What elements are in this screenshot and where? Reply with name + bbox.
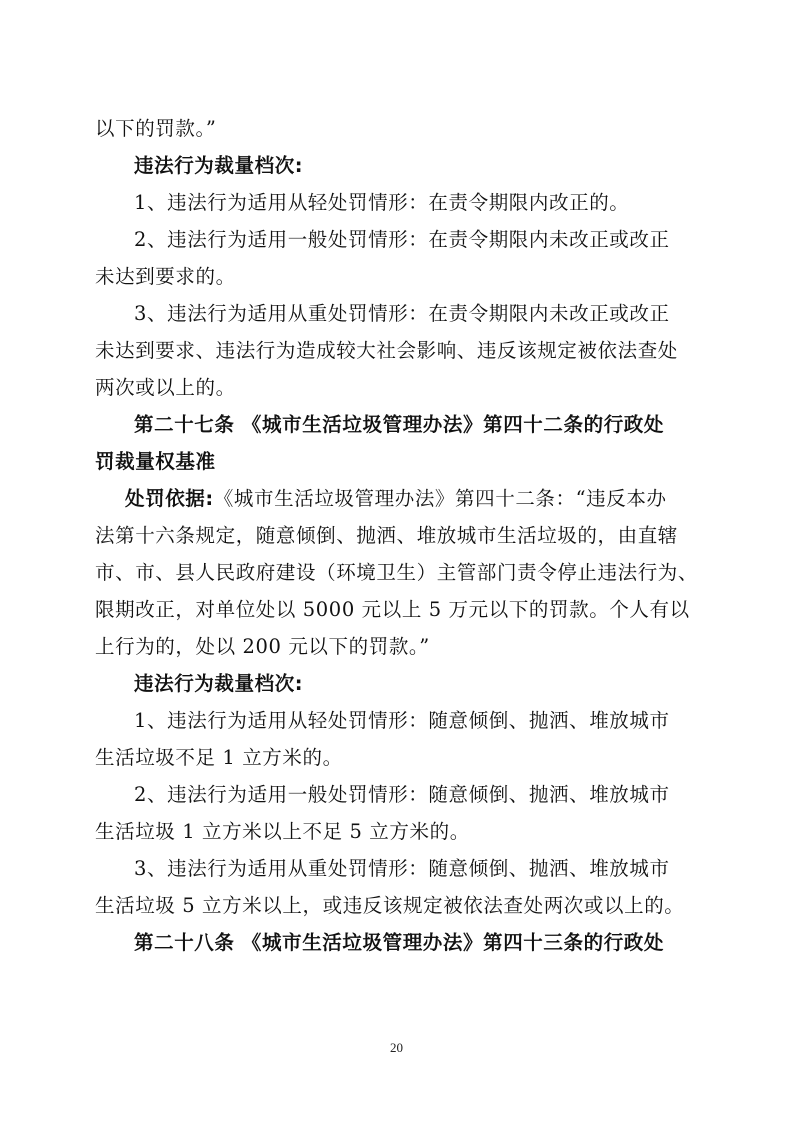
section-heading: 违法行为裁量档次:	[134, 672, 304, 695]
article-heading: 第二十八条 《城市生活垃圾管理办法》第四十三条的行政处	[134, 931, 664, 954]
text-line: 两次或以上的。	[95, 376, 236, 399]
text-line: 市、市、县人民政府建设（环境卫生）主管部门责令停止违法行为、	[95, 561, 699, 584]
section-heading: 违法行为裁量档次:	[134, 154, 304, 177]
text-line: 2、违法行为适用一般处罚情形：随意倾倒、抛洒、堆放城市	[134, 783, 670, 806]
text-line: 3、违法行为适用从重处罚情形：在责令期限内未改正或改正	[134, 302, 670, 325]
text-line: 未达到要求、违法行为造成较大社会影响、违反该规定被依法查处	[95, 339, 678, 362]
text-line: 生活垃圾 5 立方米以上，或违反该规定被依法查处两次或以上的。	[95, 894, 685, 917]
text-line: 生活垃圾 1 立方米以上不足 5 立方米的。	[95, 820, 470, 843]
article-heading: 第二十七条 《城市生活垃圾管理办法》第四十二条的行政处	[134, 413, 664, 436]
document-body	[95, 110, 710, 961]
text-line: 限期改正，对单位处以 5000 元以上 5 万元以下的罚款。个人有以	[95, 598, 690, 621]
text-line: 3、违法行为适用从重处罚情形：随意倾倒、抛洒、堆放城市	[134, 857, 670, 880]
text-line: 2、违法行为适用一般处罚情形：在责令期限内未改正或改正	[134, 228, 670, 251]
page-number: 20	[390, 1040, 403, 1055]
text-line: 1、违法行为适用从轻处罚情形：随意倾倒、抛洒、堆放城市	[134, 709, 670, 732]
text-line: 未达到要求的。	[95, 265, 236, 288]
text-line: 上行为的，处以 200 元以下的罚款。”	[95, 635, 430, 658]
text-line: 1、违法行为适用从轻处罚情形：在责令期限内改正的。	[134, 191, 630, 214]
basis-text: 《城市生活垃圾管理办法》第四十二条：“违反本办	[213, 487, 667, 510]
basis-label: 处罚依据:	[125, 487, 214, 510]
text-line: 以下的罚款。”	[95, 117, 217, 140]
text-line	[95, 480, 710, 517]
text-line: 法第十六条规定，随意倾倒、抛洒、堆放城市生活垃圾的，由直辖	[95, 524, 678, 547]
article-heading-continued: 罚裁量权基准	[95, 450, 216, 473]
text-line: 生活垃圾不足 1 立方米的。	[95, 746, 343, 769]
